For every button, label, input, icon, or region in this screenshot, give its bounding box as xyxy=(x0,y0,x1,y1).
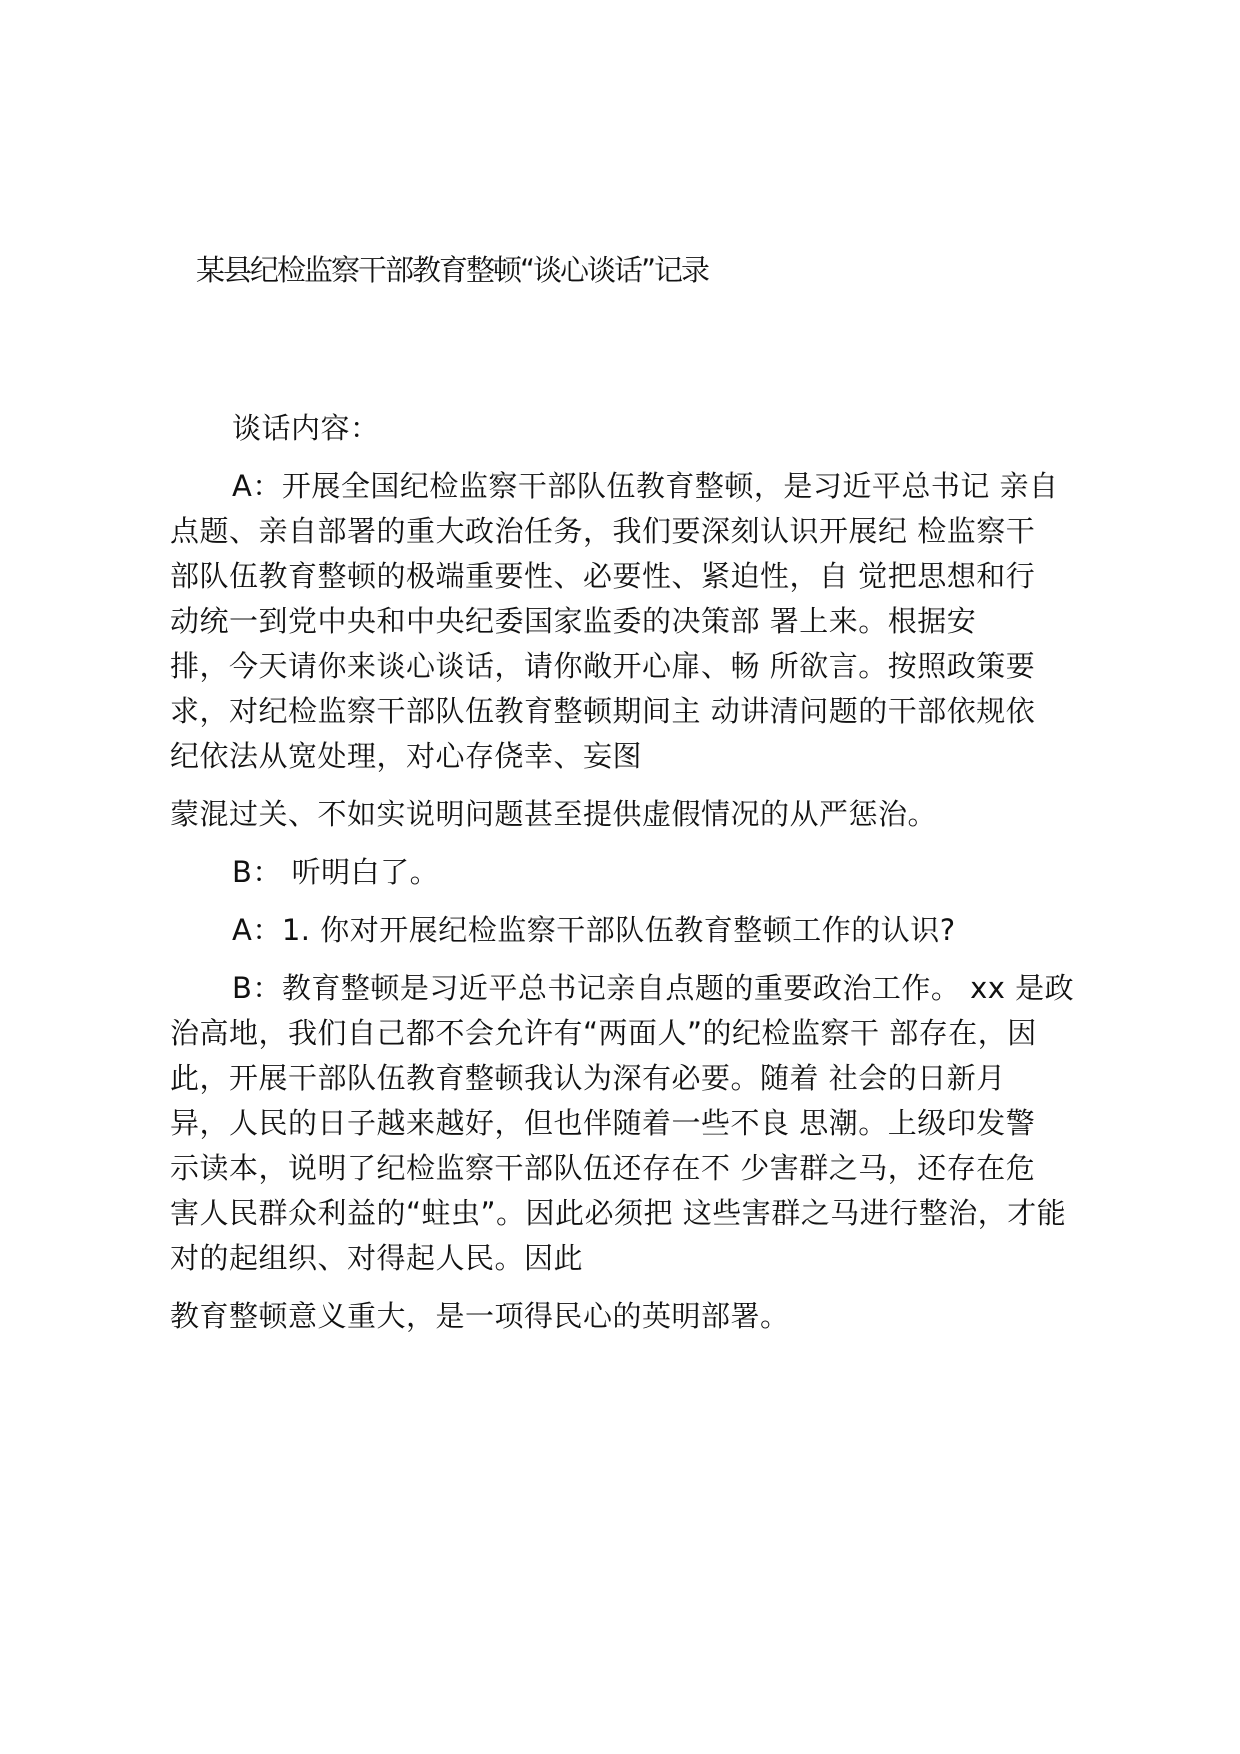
paragraph-line: 教育整顿意义重大，是一项得民心的英明部署。 xyxy=(170,1299,790,1333)
paragraph-line: 异，人民的日子越来越好，但也伴随着一些不良 思潮。上级印发警 xyxy=(170,1106,1036,1140)
paragraph-line: A：开展全国纪检监察干部队伍教育整顿，是习近平总书记 亲自 xyxy=(232,469,1059,503)
paragraph-line: 求，对纪检监察干部队伍教育整顿期间主 动讲清问题的干部依规依 xyxy=(170,694,1036,728)
paragraph-line: 排，今天请你来谈心谈话，请你敞开心扉、畅 所欲言。按照政策要 xyxy=(170,649,1036,683)
paragraph-line: 蒙混过关、不如实说明问题甚至提供虚假情况的从严惩治。 xyxy=(170,797,938,831)
dialogue-line: B： 听明白了。 xyxy=(232,855,440,889)
paragraph-line: 害人民群众利益的“蛀虫”。因此必须把 这些害群之马进行整治，才能 xyxy=(170,1196,1067,1230)
paragraph-line: 纪依法从宽处理，对心存侥幸、妄图 xyxy=(170,739,643,773)
paragraph-line: B：教育整顿是习近平总书记亲自点题的重要政治工作。 xx 是政 xyxy=(232,971,1075,1005)
paragraph-line: 动统一到党中央和中央纪委国家监委的决策部 署上来。根据安 xyxy=(170,604,977,638)
document-title: 某县纪检监察干部教育整顿“谈心谈话”记录 xyxy=(196,253,709,287)
section-heading: 谈话内容： xyxy=(232,411,380,445)
paragraph-line: 点题、亲自部署的重大政治任务，我们要深刻认识开展纪 检监察干 xyxy=(170,514,1036,548)
paragraph-line: 示读本，说明了纪检监察干部队伍还存在不 少害群之马，还存在危 xyxy=(170,1151,1036,1185)
paragraph-line: 治高地，我们自己都不会允许有“两面人”的纪检监察干 部存在，因 xyxy=(170,1016,1037,1050)
paragraph-line: 对的起组织、对得起人民。因此 xyxy=(170,1241,584,1275)
paragraph-line: 此，开展干部队伍教育整顿我认为深有必要。随着 社会的日新月 xyxy=(170,1061,1006,1095)
question-line: A：1. 你对开展纪检监察干部队伍教育整顿工作的认识? xyxy=(232,913,956,947)
paragraph-line: 部队伍教育整顿的极端重要性、必要性、紧迫性，自 觉把思想和行 xyxy=(170,559,1036,593)
